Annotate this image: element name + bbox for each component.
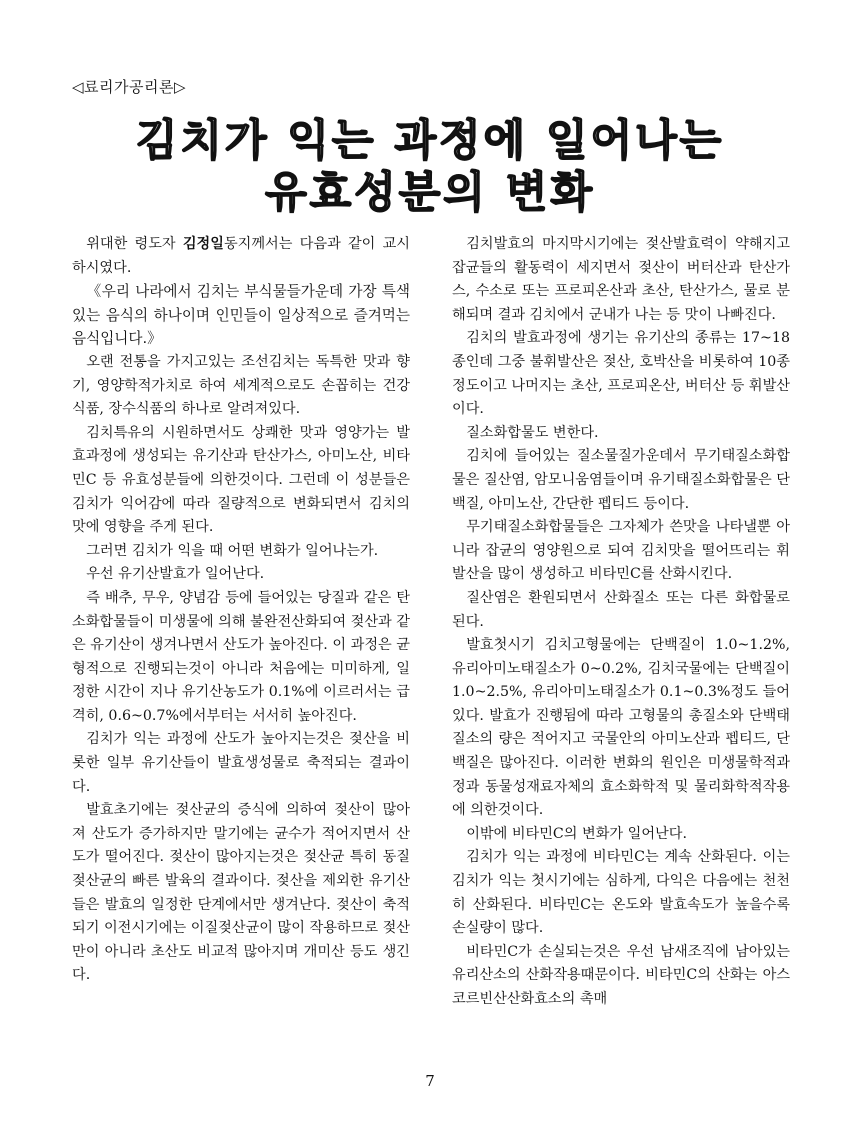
body-paragraph: 즉 배추, 무우, 양념감 등에 들어있는 당질과 같은 탄소화합물들이 미생물에 의해 불완전산화되여 젖산과 같은 유기산이 생겨나면서 산도가 높아진다. 이 과정은 균형적으로 진행되는것이 아니라 처음에는 미미하게, 일정한 시간이 지나 유기산농도가 0.1%에 이르러서는 급격히, 0.6~0.7%에서부터는 서서히 높아진다. — [72, 589, 410, 724]
right-column — [452, 233, 790, 1012]
article-title-line1: 김치가 익는 과정에 일어나는 — [135, 116, 725, 166]
body-paragraph: 그러면 김치가 익을 때 어떤 변화가 일어나는가. — [86, 542, 379, 559]
body-paragraph: 발효초기에는 젖산균의 증식에 의하여 젖산이 많아져 산도가 증가하지만 말기에는 균수가 적어지면서 산도가 떨어진다. 젖산이 많아지는것은 젖산균 특히 동질젖산균의 빠른 발육의 결과이다. 젖산을 제외한 유기산들은 발효의 일정한 단계에서만 생겨난다. 젖산이 축적되기 이전시기에는 이질젖산균이 많이 작용하므로 젖산만이 아니라 초산도 비교적 많아지며 개미산 등도 생긴다. — [72, 802, 410, 984]
page-number: 7 — [425, 1072, 435, 1090]
body-paragraph: 김치에 들어있는 질소물질가운데서 무기태질소화합물은 질산염, 암모니움염들이며 유기태질소화합물은 단백질, 아미노산, 간단한 펩티드 등이다. — [452, 448, 790, 512]
article-title-line2: 유효성분의 변화 — [265, 168, 595, 218]
left-column — [72, 233, 410, 988]
leader-name: 김정일 — [182, 236, 224, 252]
body-paragraph: 김치의 발효과정에 생기는 유기산의 종류는 17~18종인데 그중 불휘발산은 젖산, 호박산을 비롯하여 10종정도이고 나머지는 초산, 프로피온산, 버터산 등 휘발산이다. — [452, 330, 790, 418]
quote-paragraph: 《우리 나라에서 김치는 부식물들가운데 가장 특색있는 음식의 하나이며 인민들이 일상적으로 즐겨먹는 음식입니다.》 — [72, 283, 410, 348]
intro-text: 위대한 령도자 — [86, 236, 183, 252]
body-paragraph: 김치가 익는 과정에 비타민C는 계속 산화된다. 이는 김치가 익는 첫시기에는 심하게, 다익은 다음에는 천천히 산화된다. 비타민C는 온도와 발효속도가 높을수록 손실량이 많다. — [452, 849, 790, 937]
body-paragraph: 우선 유기산발효가 일어난다. — [86, 566, 265, 583]
body-paragraph: 김치특유의 시원하면서도 상쾌한 맛과 영양가는 발효과정에 생성되는 유기산과 탄산가스, 아미노산, 비타민C 등 유효성분들에 의한것이다. 그런데 이 성분들은 김치가 익어감에 따라 질량적으로 변화되면서 김치의 맛에 영향을 주게 된다. — [72, 424, 410, 536]
section-tag: ◁료리가공리론▷ — [72, 78, 187, 96]
intro-paragraph — [72, 233, 410, 280]
body-paragraph: 김치가 익는 과정에 산도가 높아지는것은 젖산을 비롯한 일부 유기산들이 발효생성물로 축적되는 결과이다. — [72, 731, 410, 795]
body-paragraph: 오랜 전통을 가지고있는 조선김치는 독특한 맛과 향기, 영양학적가치로 하여 세계적으로도 손꼽히는 건강식품, 장수식품의 하나로 알려져있다. — [72, 353, 410, 418]
body-paragraph: 질산염은 환원되면서 산화질소 또는 다른 화합물로 된다. — [452, 589, 790, 630]
body-paragraph: 발효첫시기 김치고형물에는 단백질이 1.0~1.2%, 유리아미노태질소가 0~0.2%, 김치국물에는 단백질이 1.0~2.5%, 유리아미노태질소가 0.1~0.3%정도 들어있다. 발효가 진행됨에 따라 고형물의 총질소와 단백태질소의 량은 적어지고 국물안의 아미노산과 펩티드, 단백질은 많아진다. 이러한 변화의 원인은 미생물학적과정과 동물성재료자체의 효소화학적 및 물리화학적작용에 의한것이다. — [452, 637, 790, 819]
body-paragraph: 비타민C가 손실되는것은 우선 남새조직에 남아있는 유리산소의 산화작용때문이다. 비타민C의 산화는 아스코르빈산산화효소의 촉매 — [452, 943, 790, 1007]
body-paragraph: 질소화합물도 변한다. — [466, 424, 599, 441]
body-paragraph: 이밖에 비타민C의 변화가 일어난다. — [466, 825, 687, 842]
intro-text-end: 동지께서는 다음과 같이 교시하시였다. — [72, 236, 410, 276]
body-paragraph: 무기태질소화합물들은 그자체가 쓴맛을 나타낼뿐 아니라 잡균의 영양원으로 되여 김치맛을 떨어뜨리는 휘발산을 많이 생성하고 비타민C를 산화시킨다. — [452, 519, 790, 583]
body-paragraph: 김치발효의 마지막시기에는 젖산발효력이 약해지고 잡균들의 활동력이 세지면서 젖산이 버터산과 탄산가스, 수소로 또는 프로피온산과 초산, 탄산가스, 물로 분해되며 결과 김치에서 군내가 나는 등 맛이 나빠진다. — [452, 236, 790, 323]
